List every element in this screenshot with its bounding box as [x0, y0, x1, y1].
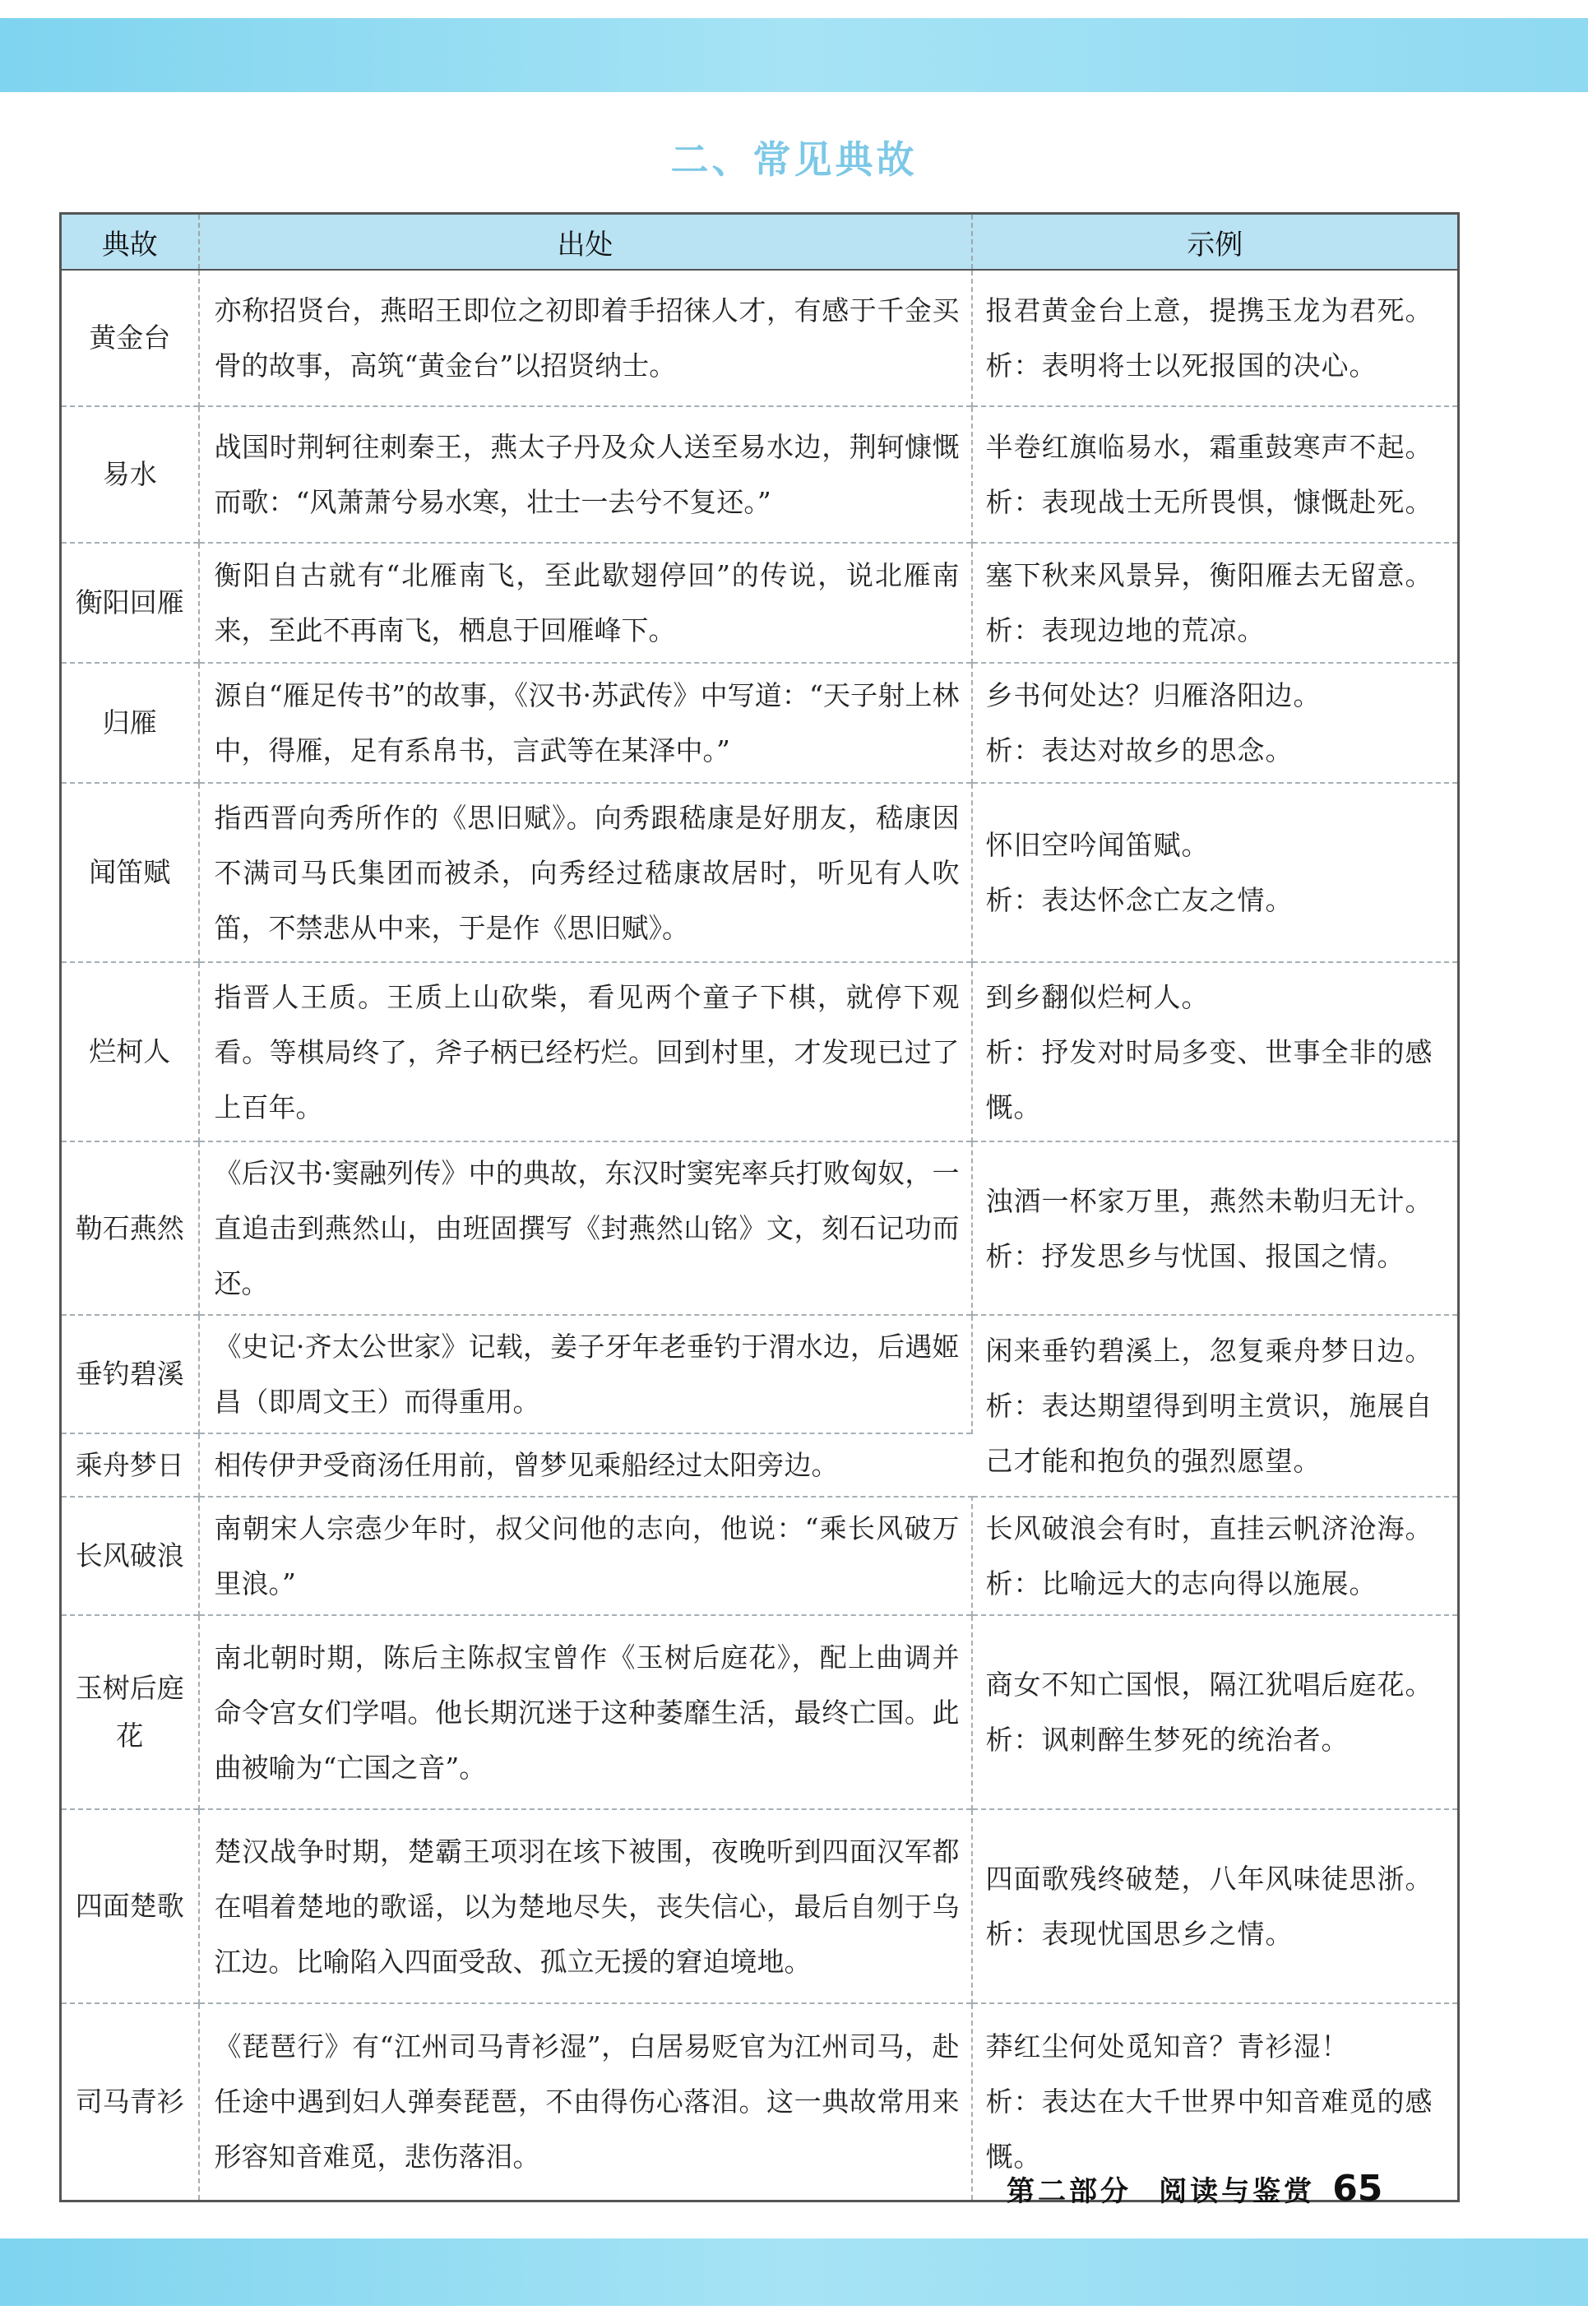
allusion-example — [972, 406, 1459, 543]
allusion-origin: 指西晋向秀所作的《思旧赋》。向秀跟嵇康是好朋友，嵇康因不满司马氏集团而被杀，向秀经过嵇康故居时，听见有人吹笛，不禁悲从中来，于是作《思旧赋》。 — [199, 783, 972, 962]
allusion-name: 闻笛赋 — [61, 783, 199, 962]
top-decorative-band — [0, 18, 1588, 92]
allusion-example — [972, 1497, 1459, 1615]
example-analysis: 析：表明将士以死报国的决心。 — [985, 350, 1377, 382]
allusion-example — [972, 962, 1459, 1141]
example-poem-line: 乡书何处达？归雁洛阳边。 — [985, 679, 1322, 711]
example-poem-line: 怀旧空吟闻笛赋。 — [985, 829, 1210, 861]
allusion-origin: 衡阳自古就有“北雁南飞，至此歇翅停回”的传说，说北雁南来，至此不再南飞，栖息于回雁峰下。 — [199, 543, 972, 663]
allusion-name: 垂钓碧溪 — [61, 1315, 199, 1433]
example-analysis: 析：抒发对时局多变、世事全非的感慨。 — [985, 1035, 1433, 1123]
bottom-decorative-band — [0, 2238, 1588, 2306]
allusion-example — [972, 663, 1459, 783]
allusion-example — [972, 543, 1459, 663]
allusion-example — [972, 1315, 1459, 1497]
table-row — [61, 1615, 1459, 1809]
allusion-origin: 亦称招贤台，燕昭王即位之初即着手招徕人才，有感于千金买骨的故事，高筑“黄金台”以招贤纳士。 — [199, 270, 972, 406]
allusion-name: 长风破浪 — [61, 1497, 199, 1615]
allusion-origin: 楚汉战争时期，楚霸王项羽在垓下被围，夜晚听到四面汉军都在唱着楚地的歌谣，以为楚地尽失，丧失信心，最后自刎于乌江边。比喻陷入四面受敌、孤立无援的窘迫境地。 — [199, 1809, 972, 2003]
example-poem-line: 半卷红旗临易水，霜重鼓寒声不起。 — [985, 431, 1433, 463]
allusion-example — [972, 1809, 1459, 2003]
table-row — [61, 783, 1459, 962]
allusion-name: 归雁 — [61, 663, 199, 783]
example-analysis: 析：表现战士无所畏惧，慷慨赴死。 — [985, 486, 1433, 518]
allusion-example — [972, 783, 1459, 962]
allusion-name: 司马青衫 — [61, 2003, 199, 2201]
allusion-example — [972, 1615, 1459, 1809]
example-poem-line: 四面歌残终破楚，八年风味徒思浙。 — [985, 1863, 1433, 1895]
table-row — [61, 543, 1459, 663]
example-analysis: 析：表达在大千世界中知音难觅的感慨。 — [985, 2086, 1433, 2174]
example-poem-line: 商女不知亡国恨，隔江犹唱后庭花。 — [985, 1669, 1433, 1701]
allusion-origin: 南北朝时期，陈后主陈叔宝曾作《玉树后庭花》，配上曲调并命令宫女们学唱。他长期沉迷于这种萎靡生活，最终亡国。此曲被喻为“亡国之音”。 — [199, 1615, 972, 1809]
allusion-name: 勒石燕然 — [61, 1141, 199, 1315]
allusion-origin: 相传伊尹受商汤任用前，曾梦见乘船经过太阳旁边。 — [199, 1433, 972, 1497]
example-analysis: 析：表达怀念亡友之情。 — [985, 884, 1294, 916]
example-poem-line: 闲来垂钓碧溪上，忽复乘舟梦日边。 — [985, 1335, 1433, 1367]
header-origin: 出处 — [199, 214, 972, 271]
example-poem-line: 长风破浪会有时，直挂云帆济沧海。 — [985, 1512, 1433, 1544]
page-title: 二、常见典故 — [670, 137, 918, 182]
example-analysis: 析：表现忧国思乡之情。 — [985, 1918, 1294, 1950]
allusion-origin: 源自“雁足传书”的故事，《汉书·苏武传》中写道：“天子射上林中，得雁，足有系帛书，言武等在某泽中。” — [199, 663, 972, 783]
allusion-origin: 《后汉书·窦融列传》中的典故，东汉时窦宪率兵打败匈奴，一直追击到燕然山，由班固撰写《封燕然山铭》文，刻石记功而还。 — [199, 1141, 972, 1315]
page-footer — [1007, 2168, 1382, 2217]
allusion-name: 易水 — [61, 406, 199, 543]
allusion-name: 玉树后庭花 — [61, 1615, 199, 1809]
allusion-example — [972, 270, 1459, 406]
footer-section-label: 阅读与鉴赏 — [1159, 2175, 1316, 2208]
table-row — [61, 1497, 1459, 1615]
example-analysis: 析：表现边地的荒凉。 — [985, 614, 1266, 646]
allusion-origin: 《琵琶行》有“江州司马青衫湿”，白居易贬官为江州司马，赴任途中遇到妇人弹奏琵琶，不由得伤心落泪。这一典故常用来形容知音难觅，悲伤落泪。 — [199, 2003, 972, 2201]
example-analysis: 析：抒发思乡与忧国、报国之情。 — [985, 1239, 1405, 1272]
example-analysis: 析：表达期望得到明主赏识，施展自己才能和抱负的强烈愿望。 — [985, 1390, 1433, 1477]
example-poem-line: 报君黄金台上意，提携玉龙为君死。 — [985, 294, 1433, 326]
allusion-name: 四面楚歌 — [61, 1809, 199, 2003]
example-analysis: 析：比喻远大的志向得以施展。 — [985, 1567, 1377, 1599]
table-row — [61, 270, 1459, 406]
allusion-origin: 战国时荆轲往刺秦王，燕太子丹及众人送至易水边，荆轲慷慨而歌：“风萧萧兮易水寒，壮士一去兮不复还。” — [199, 406, 972, 543]
example-poem-line: 浊酒一杯家万里，燕然未勒归无计。 — [985, 1184, 1433, 1217]
table-row — [61, 1141, 1459, 1315]
allusion-name: 烂柯人 — [61, 962, 199, 1141]
table-row — [61, 406, 1459, 543]
table-row — [61, 1809, 1459, 2003]
allusion-name: 衡阳回雁 — [61, 543, 199, 663]
table-row — [61, 1315, 1459, 1433]
example-poem-line: 到乡翻似烂柯人。 — [985, 980, 1210, 1013]
table-header-row — [61, 214, 1459, 271]
table-row — [61, 962, 1459, 1141]
allusion-name: 乘舟梦日 — [61, 1433, 199, 1497]
example-analysis: 析：讽刺醉生梦死的统治者。 — [985, 1724, 1350, 1756]
allusion-origin: 指晋人王质。王质上山砍柴，看见两个童子下棋，就停下观看。等棋局终了，斧子柄已经朽烂。回到村里，才发现已过了上百年。 — [199, 962, 972, 1141]
allusion-origin: 南朝宋人宗悫少年时，叔父问他的志向，他说：“乘长风破万里浪。” — [199, 1497, 972, 1615]
allusion-example — [972, 1141, 1459, 1315]
example-analysis: 析：表达对故乡的思念。 — [985, 734, 1294, 766]
example-poem-line: 莽红尘何处觅知音？青衫湿！ — [985, 2030, 1350, 2063]
header-allusion: 典故 — [61, 214, 199, 271]
page-number: 65 — [1332, 2168, 1383, 2210]
allusion-origin: 《史记·齐太公世家》记载，姜子牙年老垂钓于渭水边，后遇姬昌（即周文王）而得重用。 — [199, 1315, 972, 1433]
example-poem-line: 塞下秋来风景异，衡阳雁去无留意。 — [985, 559, 1433, 591]
table-row — [61, 663, 1459, 783]
footer-part-label: 第二部分 — [1007, 2175, 1132, 2208]
header-example: 示例 — [972, 214, 1459, 271]
allusions-table — [59, 212, 1460, 2202]
allusion-name: 黄金台 — [61, 270, 199, 406]
